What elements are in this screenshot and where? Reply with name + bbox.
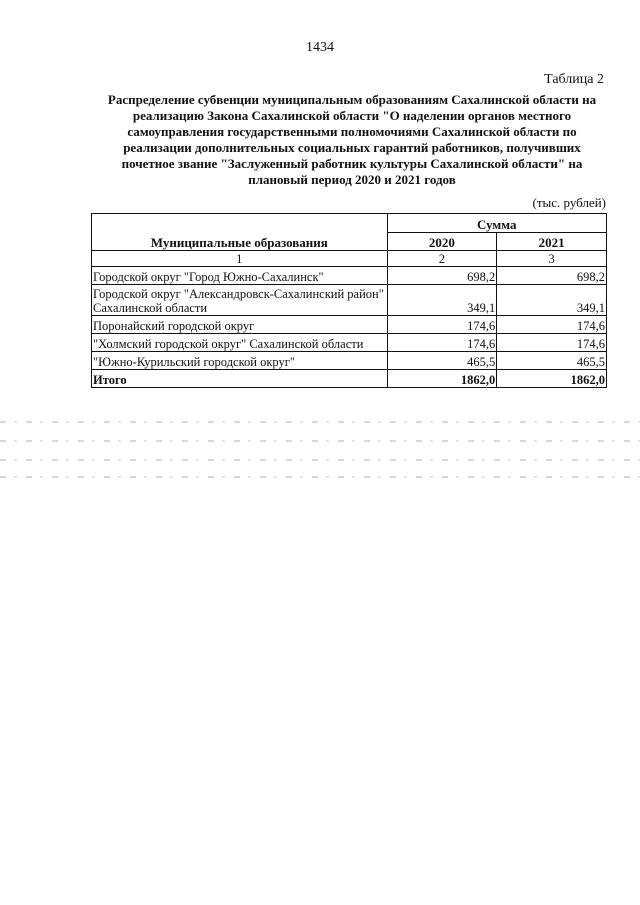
amount-2021: 349,1: [497, 285, 607, 316]
table-row: [92, 352, 607, 370]
scan-noise-line: [0, 476, 640, 478]
table-label: Таблица 2: [544, 72, 604, 87]
municipality-name: Городской округ "Город Южно-Сахалинск": [92, 267, 388, 285]
table-row: [92, 334, 607, 352]
total-row: [92, 370, 607, 388]
subvention-table: [91, 213, 607, 388]
total-label: Итого: [92, 370, 388, 388]
amount-2020: 465,5: [387, 352, 497, 370]
scan-noise-line: [0, 459, 640, 461]
amount-2021: 465,5: [497, 352, 607, 370]
header-sum: Сумма: [387, 214, 606, 233]
amount-2020: 174,6: [387, 334, 497, 352]
table-row: [92, 267, 607, 285]
column-number: 1: [92, 251, 388, 267]
table-row: [92, 316, 607, 334]
header-year-2021: 2021: [497, 232, 607, 251]
header-year-2020: 2020: [387, 232, 497, 251]
header-municipality: Муниципальные образования: [92, 214, 388, 251]
units-label: (тыс. рублей): [532, 195, 606, 210]
column-number: 3: [497, 251, 607, 267]
scan-noise-line: [0, 440, 640, 442]
table-row: [92, 285, 607, 316]
page-number: 1434: [306, 40, 334, 55]
document-title: Распределение субвенции муниципальным образованиям Сахалинской области на реализацию Закона Сахалинской области "О наделении органов местного самоуправления государственными полномочиями Сахалинской области по реализации дополнительных социальных гарантий работников, получивших почетное звание "Заслуженный работник культуры Сахалинской области" на плановый период 2020 и 2021 годов: [107, 92, 597, 187]
table-header-row: [92, 214, 607, 233]
column-number-row: [92, 251, 607, 267]
amount-2021: 698,2: [497, 267, 607, 285]
municipality-name: Поронайский городской округ: [92, 316, 388, 334]
amount-2020: 174,6: [387, 316, 497, 334]
amount-2021: 174,6: [497, 316, 607, 334]
amount-2020: 349,1: [387, 285, 497, 316]
scan-noise-line: [0, 421, 640, 423]
amount-2021: 174,6: [497, 334, 607, 352]
column-number: 2: [387, 251, 497, 267]
total-2021: 1862,0: [497, 370, 607, 388]
municipality-name: "Южно-Курильский городской округ": [92, 352, 388, 370]
total-2020: 1862,0: [387, 370, 497, 388]
municipality-name: Городской округ "Александровск-Сахалинский район" Сахалинской области: [92, 285, 388, 316]
municipality-name: "Холмский городской округ" Сахалинской области: [92, 334, 388, 352]
amount-2020: 698,2: [387, 267, 497, 285]
